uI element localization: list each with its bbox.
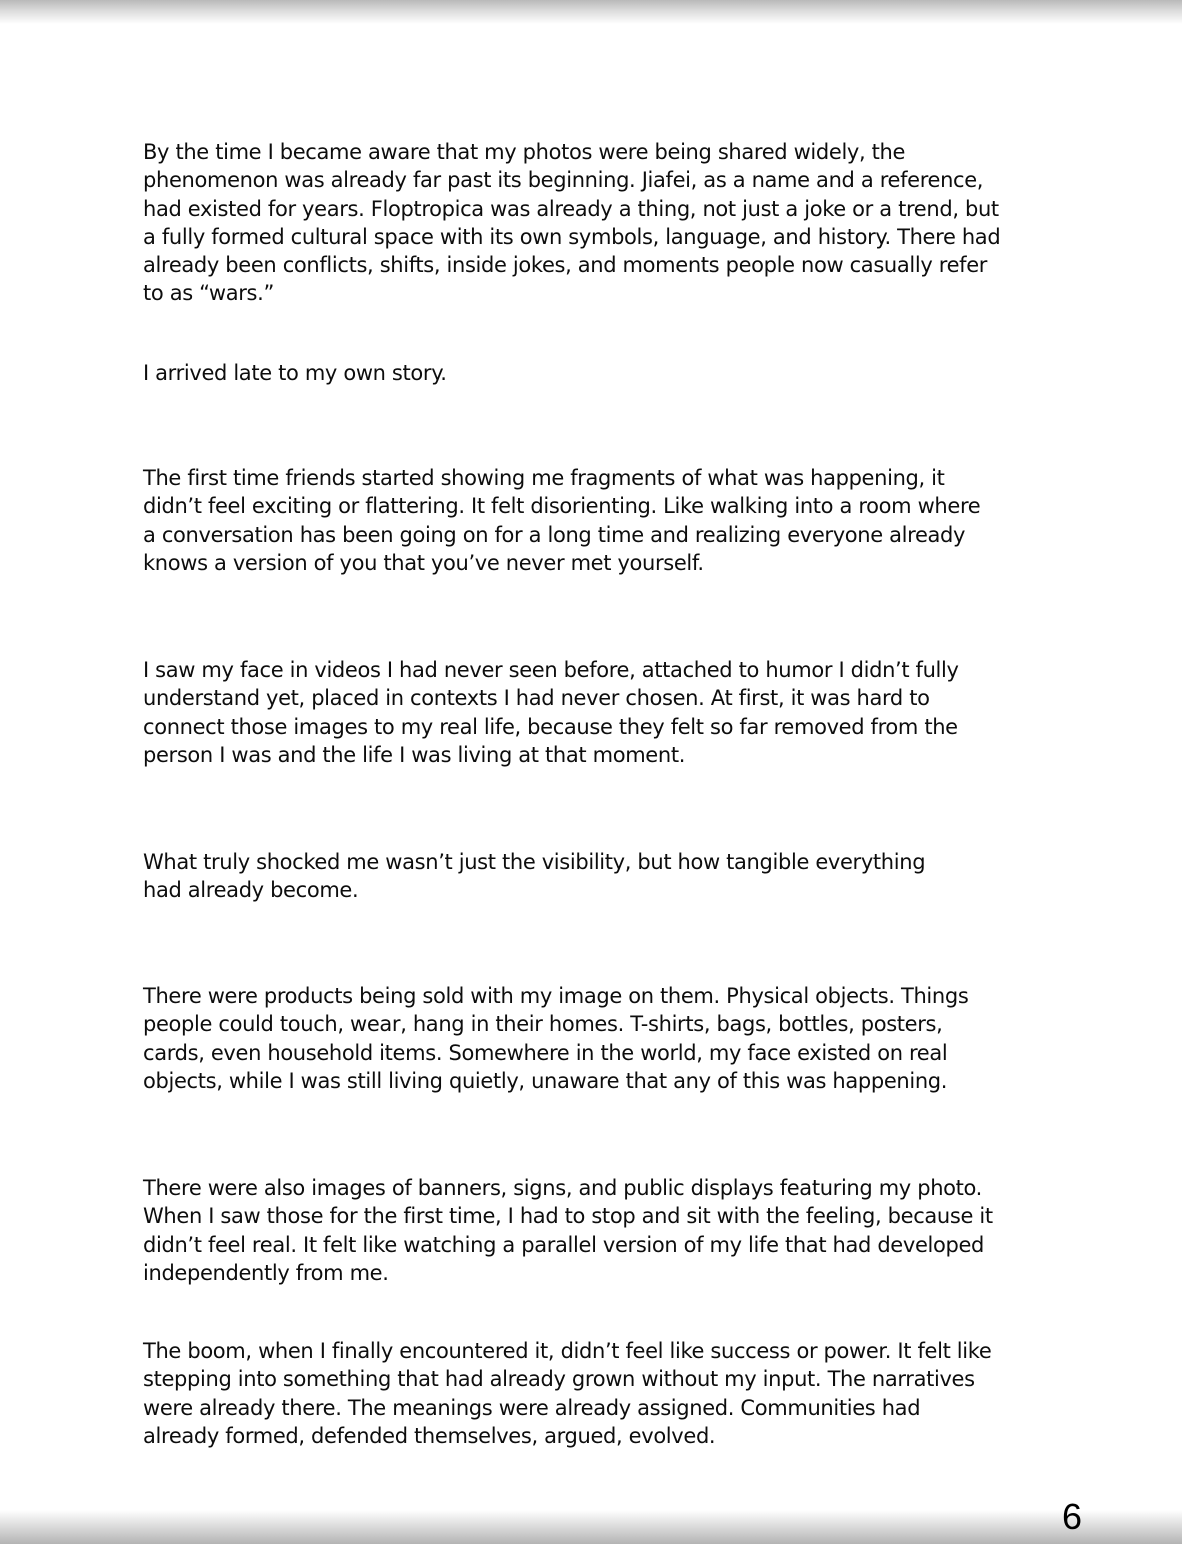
paragraph-6: There were products being sold with my image on them. Physical objects. Things people could touch, wear, hang in their homes. T-shirts, bags, bottles, posters, cards, even household items. Somewhere in the world, my face existed on real objects, while I was still living quietly, unaware that any of this was happening.: [143, 984, 969, 1093]
top-shadow: [0, 0, 1182, 24]
paragraph-3: The first time friends started showing me fragments of what was happening, it didn’t feel exciting or flattering. It felt disorienting. Like walking into a room where a conversation has been going on for a long time and realizing everyone already knows a version of you that you’ve never met yourself.: [143, 466, 981, 575]
paragraph-2: I arrived late to my own story.: [143, 361, 447, 385]
paragraph-1: By the time I became aware that my photos were being shared widely, the phenomenon was already far past its beginning. Jiafei, as a name and a reference, had existed for years. Floptropica was already a thing, not just a joke or a trend, but a fully formed cultural space with its own symbols, language, and history. There had already been conflicts, shifts, inside jokes, and moments people now casually refer to as “wars.”: [143, 140, 1001, 306]
paragraph-7: There were also images of banners, signs, and public displays featuring my photo. When I saw those for the first time, I had to stop and sit with the feeling, because it didn’t feel real. It felt like watching a parallel version of my life that had developed independently from me.: [143, 1176, 993, 1285]
paragraph-4: I saw my face in videos I had never seen before, attached to humor I didn’t fully understand yet, placed in contexts I had never chosen. At first, it was hard to connect those images to my real life, because they felt so far removed from the person I was and the life I was living at that moment.: [143, 658, 959, 767]
page-number: 6: [1062, 1496, 1083, 1537]
paragraph-8: The boom, when I finally encountered it, didn’t feel like success or power. It felt like stepping into something that had already grown without my input. The narratives were already there. The meanings were already assigned. Communities had already formed, defended themselves, argued, evolved.: [143, 1339, 992, 1448]
paragraph-5: What truly shocked me wasn’t just the visibility, but how tangible everything had already become.: [143, 850, 926, 903]
bottom-shadow: [0, 1510, 1182, 1544]
